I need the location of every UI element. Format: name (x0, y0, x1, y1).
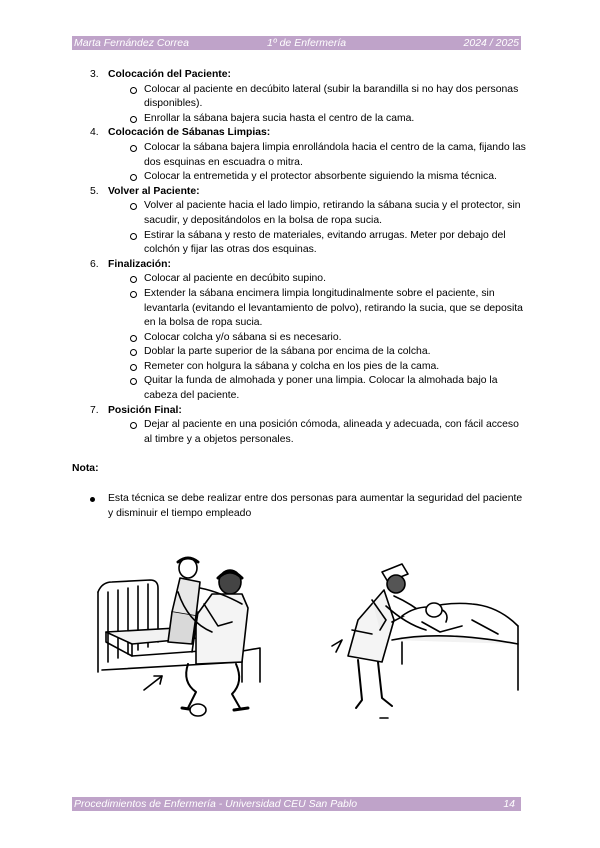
list-item: Colocar la sábana bajera limpia enrollándola hacia el centro de la cama, fijando las dos esquinas en escuadra o mitra. (108, 141, 528, 170)
step-5 (72, 185, 528, 258)
list-item: Colocar al paciente en decúbito lateral (subir la barandilla si no hay dos personas disponibles). (108, 83, 528, 112)
nurse-bed-illustration (322, 560, 522, 722)
header-course: 1º de Enfermería (267, 37, 347, 49)
page-footer (72, 797, 521, 811)
step-title: Finalización: (108, 258, 171, 270)
step-title: Colocación del Paciente: (108, 69, 231, 80)
step-number: 5. (90, 185, 99, 197)
list-item: Estirar la sábana y resto de materiales, evitando arrugas. Meter por debajo del colchón y fijar las otras dos esquinas. (108, 229, 528, 258)
list-item: Colocar colcha y/o sábana si es necesario. (108, 331, 528, 346)
page-number: 14 (503, 798, 515, 810)
list-item: Extender la sábana encimera limpia longitudinalmente sobre el paciente, sin levantarla (evitando el levantamiento de polvo), retirando la sucia, que se deposita en la bolsa de ropa sucia. (108, 287, 528, 331)
step-6 (72, 258, 528, 404)
page-header (72, 36, 521, 50)
list-item: Remeter con holgura la sábana y colcha en los pies de la cama. (108, 360, 528, 375)
header-year: 2024 / 2025 (463, 37, 519, 49)
step-title: Colocación de Sábanas Limpias: (108, 127, 271, 139)
step-title: Posición Final: (108, 404, 182, 416)
step-number: 4. (90, 127, 99, 139)
list-item: Dejar al paciente en una posición cómoda, alineada y adecuada, con fácil acceso al timbre y a objetos personales. (108, 418, 528, 447)
note-label: Nota: (72, 463, 99, 475)
procedure-steps (72, 68, 528, 447)
note-text: Esta técnica se debe realizar entre dos personas para aumentar la seguridad del paciente y disminuir el tiempo empleado (72, 492, 528, 521)
step-number: 3. (90, 69, 99, 80)
footer-title: Procedimientos de Enfermería - Universidad CEU San Pablo (74, 798, 358, 810)
step-7 (72, 404, 528, 448)
list-item: Doblar la parte superior de la sábana por encima de la colcha. (108, 345, 528, 360)
step-number: 6. (90, 258, 99, 270)
step-number: 7. (90, 404, 99, 416)
step-4 (72, 126, 528, 184)
list-item: Volver al paciente hacia el lado limpio, retirando la sábana sucia y el protector, sin sacudir, y depositándolos en la bolsa de ropa sucia. (108, 199, 528, 228)
step-title: Volver al Paciente: (108, 185, 200, 197)
document-body (72, 68, 528, 521)
list-item: Enrollar la sábana bajera sucia hasta el centro de la cama. (108, 112, 528, 127)
header-author: Marta Fernández Correa (74, 37, 189, 49)
step-3 (72, 68, 528, 126)
list-item: Colocar la entremetida y el protector absorbente siguiendo la misma técnica. (108, 170, 528, 185)
list-item: Colocar al paciente en decúbito supino. (108, 272, 528, 287)
bed-transfer-illustration (92, 552, 278, 722)
list-item: Quitar la funda de almohada y poner una limpia. Colocar la almohada bajo la cabeza del paciente. (108, 374, 528, 403)
